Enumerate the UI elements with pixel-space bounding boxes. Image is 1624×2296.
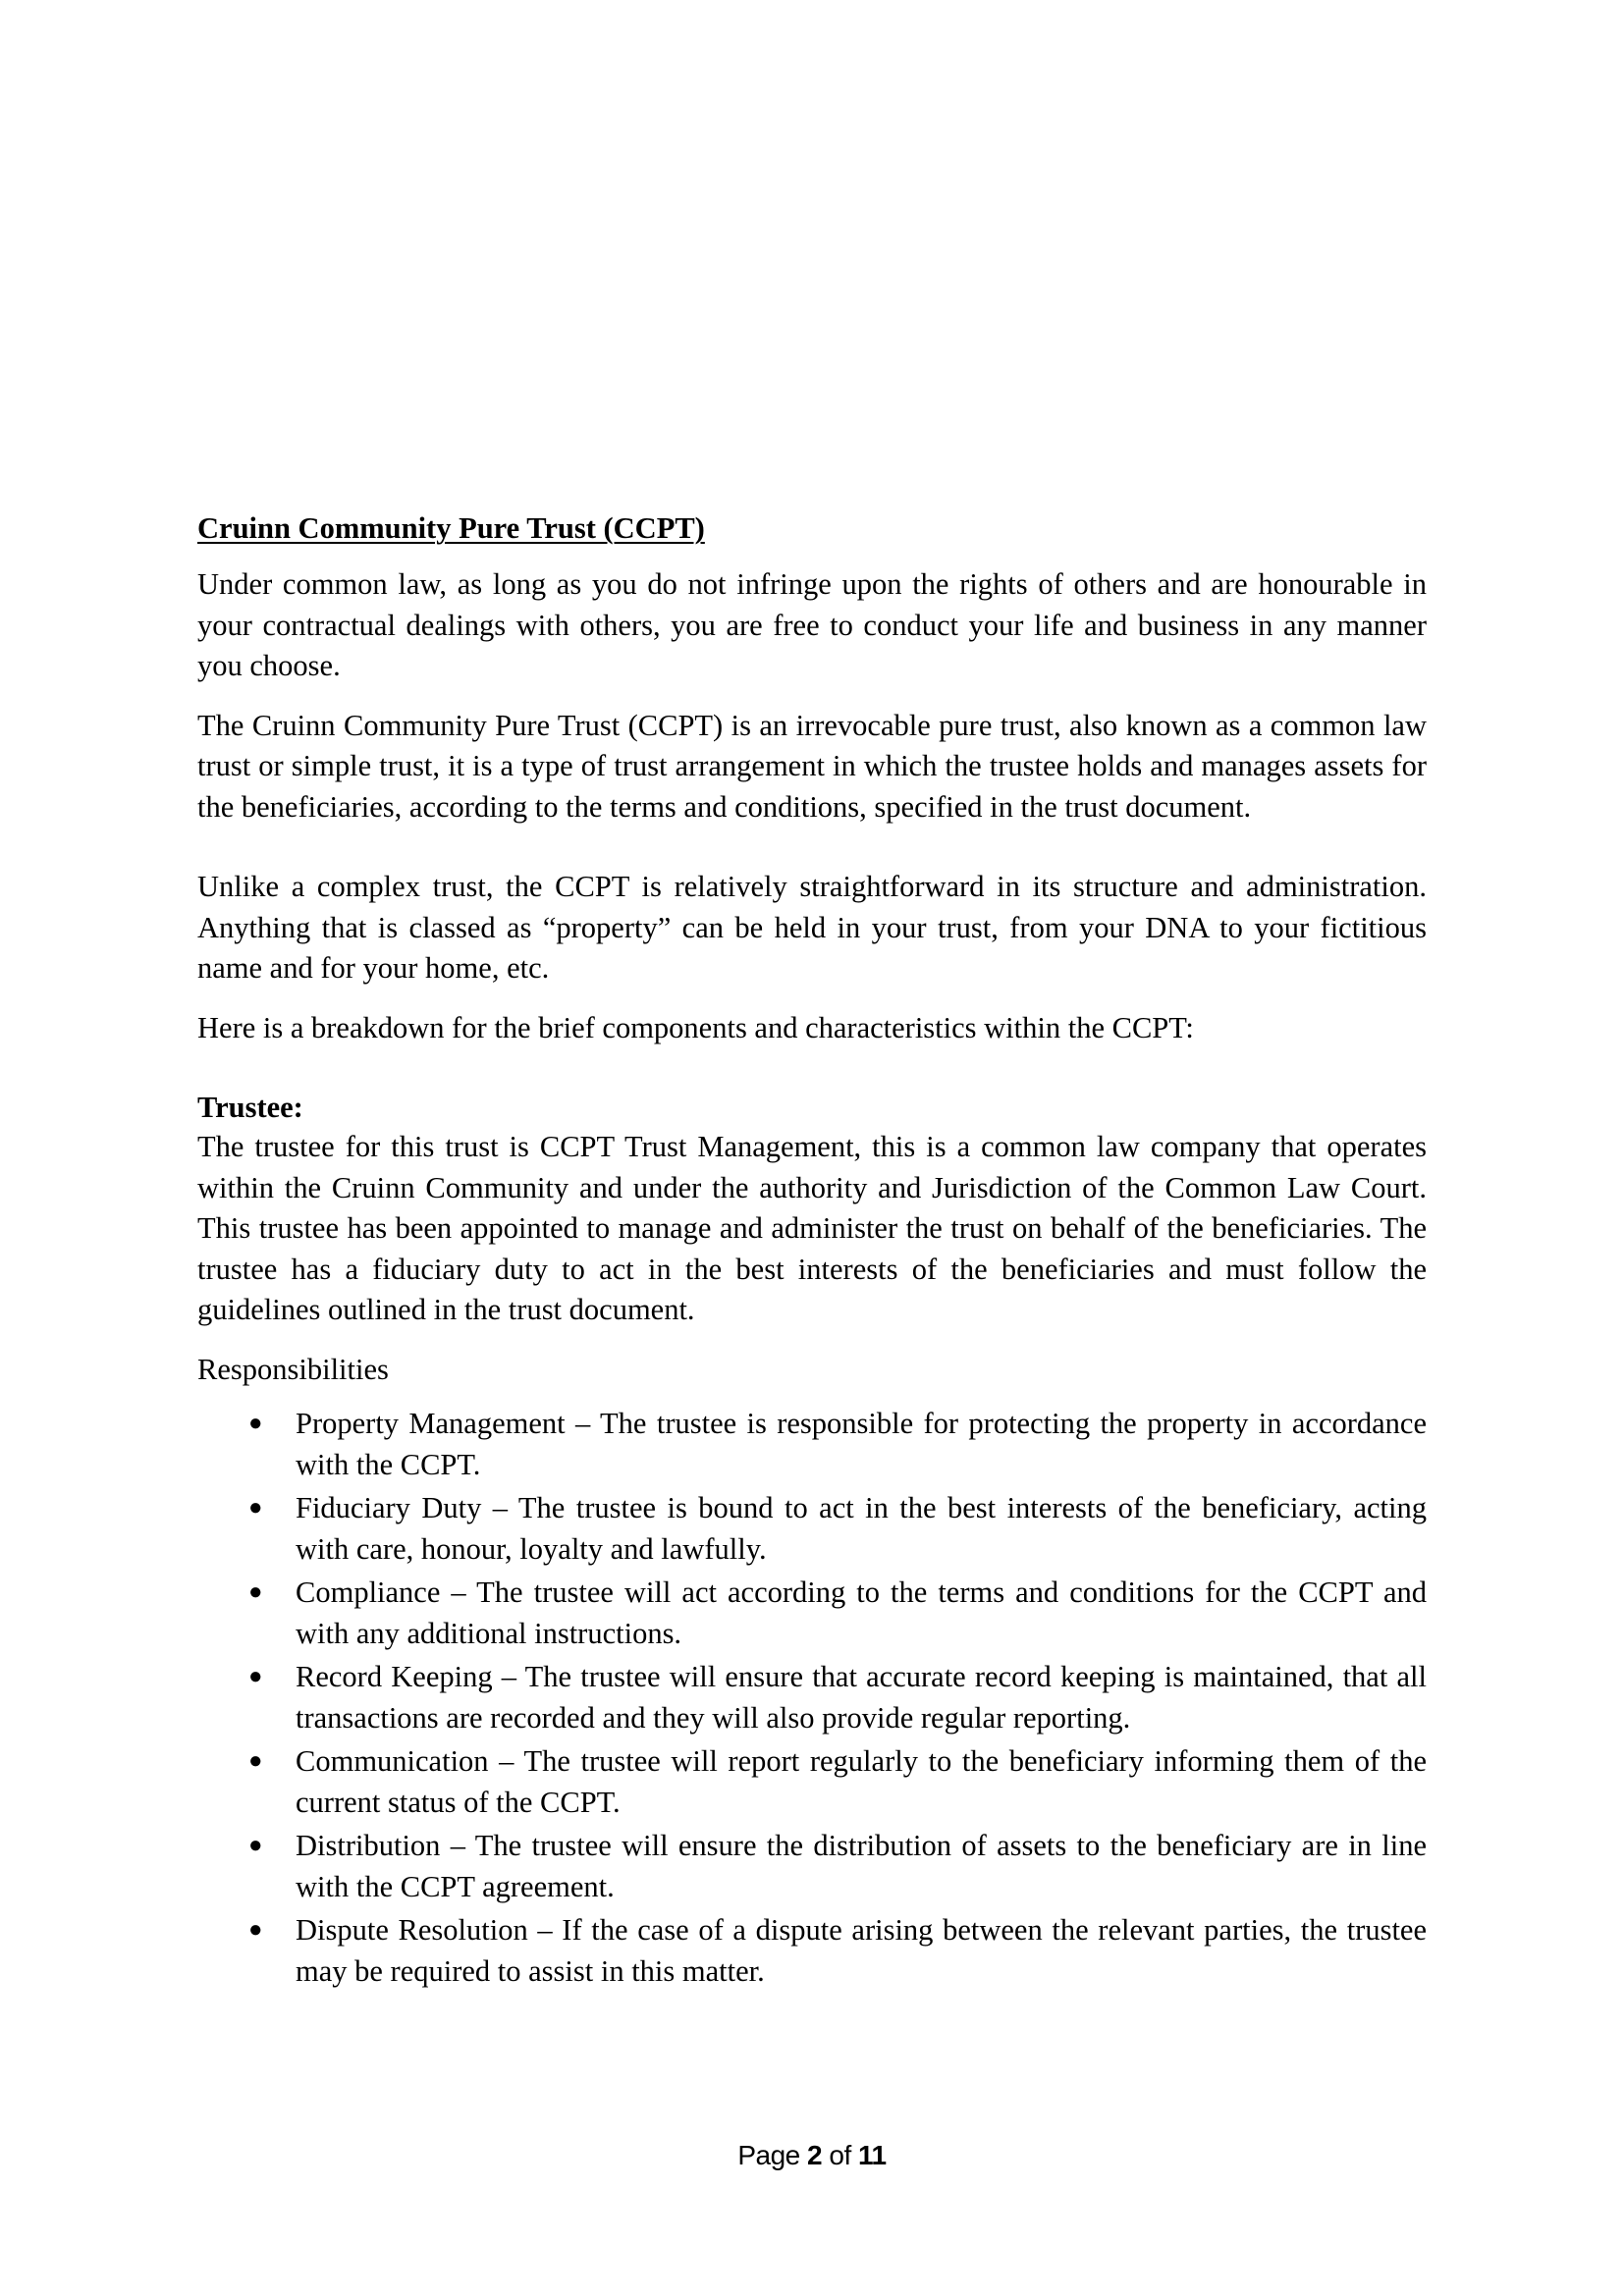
responsibilities-list [197,1404,1427,1992]
responsibility-text: Fiduciary Duty – The trustee is bound to act in the best interests of the beneficiary, acting with care, honour, loyalty and lawfully. [296,1491,1427,1566]
responsibility-compliance [197,1573,1427,1654]
document-title: Cruinn Community Pure Trust (CCPT) [197,511,705,545]
responsibility-property-management [197,1404,1427,1485]
responsibility-text: Compliance – The trustee will act according to the terms and conditions for the CCPT and with any additional instructions. [296,1575,1427,1650]
responsibility-communication [197,1741,1427,1823]
bullet-icon: ● [248,1495,263,1521]
bullet-icon: ● [248,1833,263,1858]
bullet-icon: ● [248,1917,263,1943]
trustee-heading: Trustee: [197,1091,303,1124]
responsibilities-label: Responsibilities [197,1352,389,1386]
responsibility-record-keeping [197,1657,1427,1738]
bullet-icon: ● [248,1411,263,1436]
bullet-icon: ● [248,1579,263,1605]
paragraph-ccpt-definition: The Cruinn Community Pure Trust (CCPT) is an irrevocable pure trust, also known as a common law trust or simple trust, it is a type of trust arrangement in which the trustee holds and manages assets for the beneficiaries, according to the terms and conditions, specified in the trust document. [197,708,1427,824]
bullet-icon: ● [248,1664,263,1689]
current-page-number: 2 [807,2140,823,2170]
page-of-label: of [829,2140,851,2170]
responsibility-distribution [197,1826,1427,1907]
responsibility-dispute-resolution [197,1910,1427,1992]
responsibility-text: Record Keeping – The trustee will ensure that accurate record keeping is maintained, that all transactions are recorded and they will also provide regular reporting. [296,1660,1427,1735]
responsibility-text: Dispute Resolution – If the case of a dispute arising between the relevant parties, the trustee may be required to assist in this matter. [296,1913,1427,1988]
responsibility-fiduciary-duty [197,1488,1427,1570]
page-prefix: Page [737,2140,800,2170]
paragraph-breakdown-intro: Here is a breakdown for the brief components and characteristics within the CCPT: [197,1010,1194,1044]
responsibility-text: Communication – The trustee will report regularly to the beneficiary informing them of the current status of the CCPT. [296,1744,1427,1819]
page-content [197,508,1427,1995]
responsibility-text: Distribution – The trustee will ensure the distribution of assets to the beneficiary are in line with the CCPT agreement. [296,1829,1427,1903]
bullet-icon: ● [248,1748,263,1774]
paragraph-unlike-complex-trust: Unlike a complex trust, the CCPT is relatively straightforward in its structure and administration. Anything that is classed as “property” can be held in your trust, from your DNA to your fictitious name and for your home, etc. [197,870,1427,985]
trustee-description: The trustee for this trust is CCPT Trust Management, this is a common law company that operates within the Cruinn Community and under the authority and Jurisdiction of the Common Law Court. This trustee has been appointed to manage and administer the trust on behalf of the beneficiaries. The trustee has a fiduciary duty to act in the best interests of the beneficiaries and must follow the guidelines outlined in the trust document. [197,1130,1427,1326]
paragraph-common-law: Under common law, as long as you do not infringe upon the rights of others and are honourable in your contractual dealings with others, you are free to conduct your life and business in any manner you choose. [197,567,1427,682]
total-pages-number: 11 [858,2140,887,2170]
page-number-footer [0,2140,1624,2171]
responsibility-text: Property Management – The trustee is responsible for protecting the property in accordance with the CCPT. [296,1407,1427,1481]
